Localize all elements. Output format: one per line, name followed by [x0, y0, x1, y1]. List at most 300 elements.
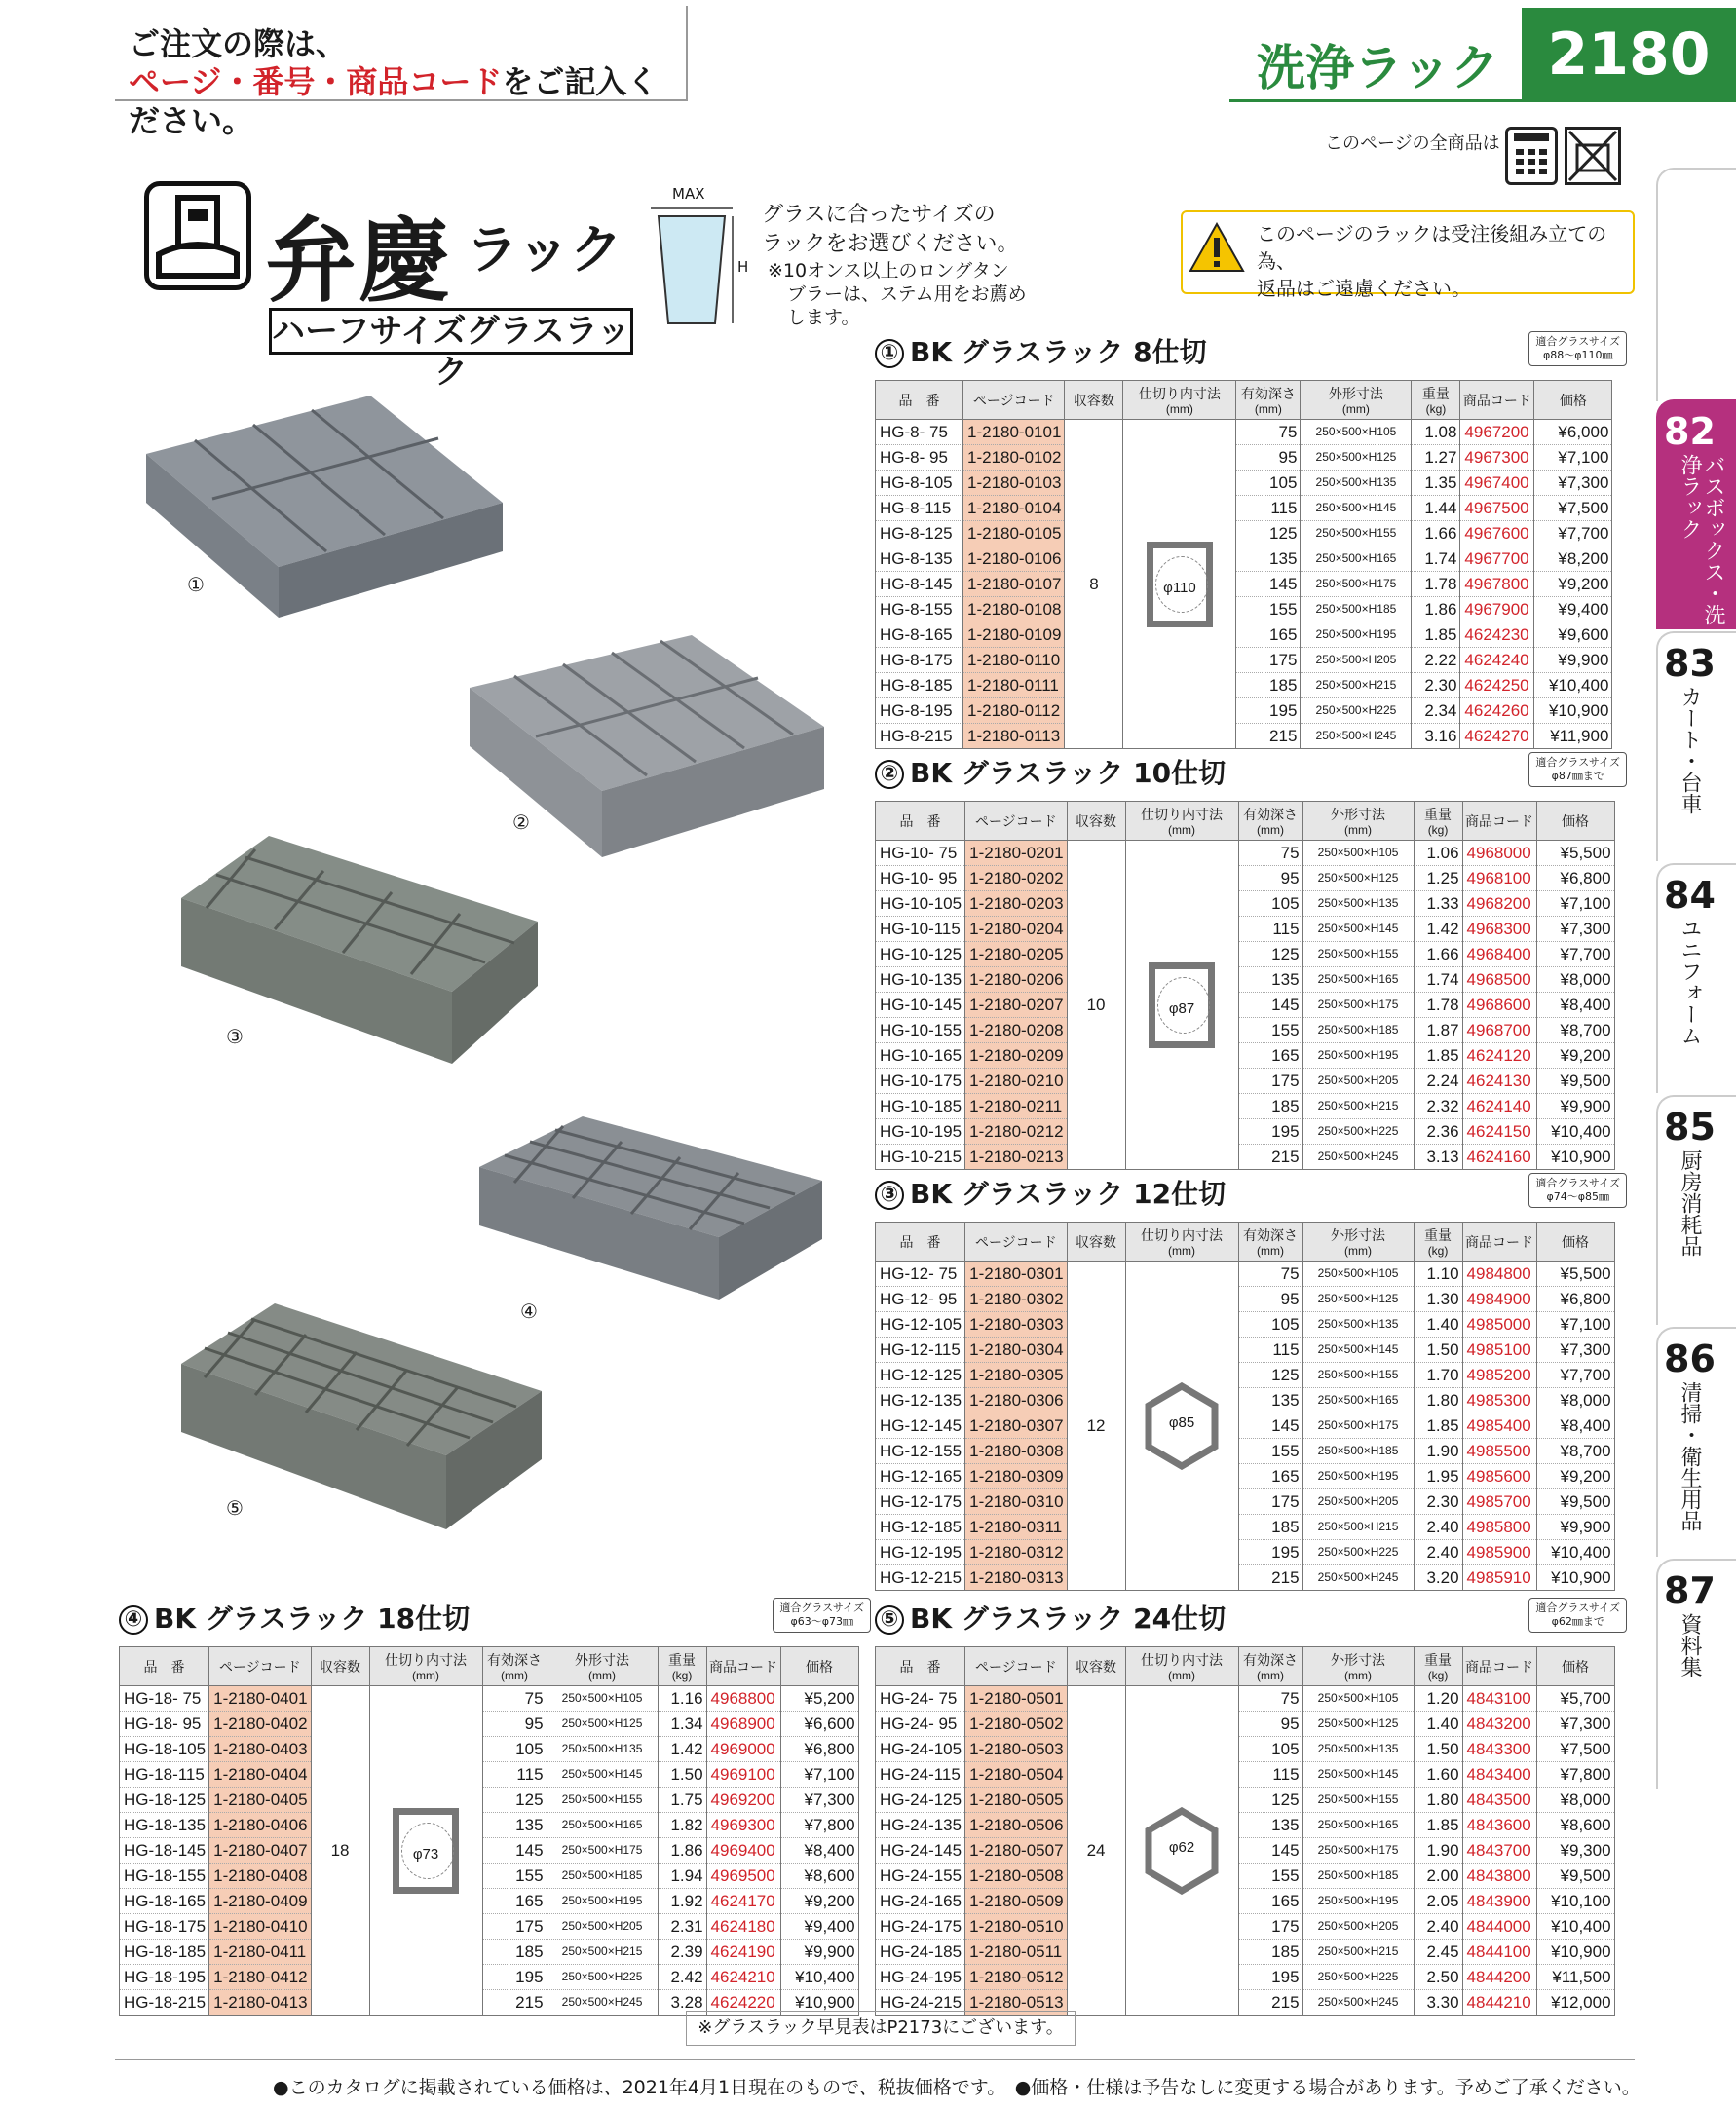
part-number: HG-8-125 [876, 521, 963, 546]
section-2-title-text: BK グラスラック 10仕切 [910, 757, 1227, 789]
table-row [120, 1940, 859, 1965]
weight: 1.06 [1414, 841, 1462, 866]
part-number: HG-18-115 [120, 1762, 209, 1788]
page-code: 1-2180-0111 [963, 673, 1065, 698]
effective-depth: 145 [1238, 1413, 1302, 1439]
header-weight [1412, 381, 1460, 420]
capacity-cell: 8 [1065, 420, 1123, 749]
product-code: 4969500 [706, 1864, 780, 1889]
effective-depth: 215 [482, 1990, 547, 2016]
table-row [876, 1094, 1615, 1119]
header-price [1534, 381, 1612, 420]
section-2-fit-badge [1528, 752, 1627, 787]
weight: 2.31 [658, 1914, 706, 1940]
effective-depth: 195 [1236, 698, 1301, 724]
header-weight [1414, 1647, 1462, 1686]
outer-dimensions: 250×500×H125 [1302, 866, 1414, 891]
page-code: 1-2180-0508 [965, 1864, 1067, 1889]
outer-dimensions: 250×500×H175 [1301, 572, 1412, 597]
product-code: 4969100 [706, 1762, 780, 1788]
effective-depth: 195 [482, 1965, 547, 1990]
table-row [876, 698, 1612, 724]
header-capacity [1067, 1223, 1125, 1262]
effective-depth: 155 [482, 1864, 547, 1889]
page-code: 1-2180-0411 [209, 1940, 311, 1965]
section-4-fit-value: φ63〜φ73㎜ [790, 1615, 853, 1628]
table-row [876, 1737, 1615, 1762]
table-header-row [120, 1647, 859, 1686]
page-code: 1-2180-0404 [209, 1762, 311, 1788]
table-row [876, 622, 1612, 648]
page-code: 1-2180-0301 [965, 1262, 1067, 1287]
header-part [876, 802, 965, 841]
outer-dimensions: 250×500×H175 [547, 1838, 658, 1864]
effective-depth: 195 [1238, 1540, 1302, 1565]
header-outer-unit: (mm) [1341, 401, 1370, 416]
price: ¥8,200 [1534, 546, 1612, 572]
part-number: HG-12-185 [876, 1515, 965, 1540]
product-code: 4844200 [1462, 1965, 1536, 1990]
table-row [120, 1686, 859, 1712]
capacity-cell: 18 [311, 1686, 369, 2016]
partition-diagram-cell [1123, 420, 1236, 749]
page-code: 1-2180-0312 [965, 1540, 1067, 1565]
price: ¥10,100 [1536, 1889, 1614, 1914]
partition-diameter: φ73 [412, 1845, 439, 1863]
header-inner-text: 仕切り内寸法 [1141, 1651, 1224, 1668]
side-tab-83-text: カート・台車 [1678, 686, 1702, 814]
outer-dimensions: 250×500×H205 [1301, 648, 1412, 673]
section-1-title [875, 331, 1631, 370]
product-code: 4624260 [1460, 698, 1534, 724]
product-code: 4624250 [1460, 673, 1534, 698]
part-number: HG-8-155 [876, 597, 963, 622]
section-2 [875, 752, 1631, 1170]
part-number: HG-18-195 [120, 1965, 209, 1990]
outer-dimensions: 250×500×H165 [1302, 1388, 1414, 1413]
effective-depth: 95 [1238, 866, 1302, 891]
weight: 2.50 [1414, 1965, 1462, 1990]
table-row [876, 572, 1612, 597]
glass-max-label: MAX [672, 185, 705, 203]
outer-dimensions: 250×500×H155 [1302, 942, 1414, 967]
table-row [120, 1889, 859, 1914]
product-code: 4968700 [1462, 1018, 1536, 1043]
product-code: 4844000 [1462, 1914, 1536, 1940]
footer-note: ●このカタログに掲載されている価格は、2021年4月1日現在のもので、税抜価格です。 ●価格・仕様は予告なしに変更する場合があります。予めご了承ください。 [273, 2077, 1641, 2098]
part-number: HG-18-145 [120, 1838, 209, 1864]
outer-dimensions: 250×500×H185 [547, 1864, 658, 1889]
product-code: 4968200 [1462, 891, 1536, 917]
header-page-code [209, 1647, 311, 1686]
part-number: HG-18-135 [120, 1813, 209, 1838]
header-inner-text: 仕切り内寸法 [385, 1651, 468, 1668]
table-row [876, 648, 1612, 673]
product-code: 4968800 [706, 1686, 780, 1712]
side-tab-83-num: 83 [1664, 642, 1716, 685]
table-row [876, 1788, 1615, 1813]
table-row [120, 1762, 859, 1788]
partition-diagram-cell [1125, 1262, 1238, 1591]
outer-dimensions: 250×500×H225 [1302, 1540, 1414, 1565]
price: ¥10,400 [1536, 1540, 1614, 1565]
price: ¥9,500 [1536, 1069, 1614, 1094]
page-code: 1-2180-0511 [965, 1940, 1067, 1965]
weight: 2.34 [1412, 698, 1460, 724]
weight: 1.33 [1414, 891, 1462, 917]
effective-depth: 175 [1238, 1069, 1302, 1094]
section-3-fit-badge [1528, 1173, 1627, 1208]
part-number: HG-12- 95 [876, 1287, 965, 1312]
price: ¥9,200 [1536, 1464, 1614, 1489]
warning-box [1181, 210, 1635, 300]
table-row [876, 445, 1612, 471]
price: ¥6,800 [1536, 1287, 1614, 1312]
weight: 1.25 [1414, 866, 1462, 891]
side-tab-84[interactable] [1656, 863, 1736, 1093]
product-code: 4968000 [1462, 841, 1536, 866]
effective-depth: 75 [1238, 1262, 1302, 1287]
effective-depth: 185 [482, 1940, 547, 1965]
weight: 1.50 [1414, 1737, 1462, 1762]
table-row [876, 420, 1612, 445]
header-inner [1125, 1223, 1238, 1262]
table-row [876, 1287, 1615, 1312]
header-depth-unit: (mm) [1257, 1668, 1285, 1682]
product-code: 4985000 [1462, 1312, 1536, 1338]
product-code: 4624230 [1460, 622, 1534, 648]
header-outer [1302, 802, 1414, 841]
table-row [876, 1914, 1615, 1940]
outer-dimensions: 250×500×H165 [547, 1813, 658, 1838]
side-tab-84-num: 84 [1664, 874, 1716, 917]
price: ¥10,900 [1536, 1940, 1614, 1965]
page-code: 1-2180-0311 [965, 1515, 1067, 1540]
partition-diagram [393, 1808, 459, 1894]
effective-depth: 95 [1238, 1712, 1302, 1737]
page-code: 1-2180-0303 [965, 1312, 1067, 1338]
weight: 1.78 [1412, 572, 1460, 597]
header-weight [1414, 802, 1462, 841]
outer-dimensions: 250×500×H195 [547, 1889, 658, 1914]
table-row [876, 521, 1612, 546]
part-number: HG-12-155 [876, 1439, 965, 1464]
weight: 1.30 [1414, 1287, 1462, 1312]
price: ¥7,300 [780, 1788, 858, 1813]
outer-dimensions: 250×500×H215 [1302, 1515, 1414, 1540]
header-capacity-text: 収容数 [1076, 1658, 1117, 1675]
price: ¥5,200 [780, 1686, 858, 1712]
table-row [876, 1838, 1615, 1864]
page-code: 1-2180-0205 [965, 942, 1067, 967]
header-capacity [1067, 802, 1125, 841]
outer-dimensions: 250×500×H245 [1302, 1990, 1414, 2016]
effective-depth: 105 [1236, 471, 1301, 496]
effective-depth: 145 [1236, 572, 1301, 597]
glass-guide-text [762, 201, 1027, 329]
price: ¥9,400 [1534, 597, 1612, 622]
outer-dimensions: 250×500×H135 [1302, 1312, 1414, 1338]
price: ¥9,900 [1536, 1515, 1614, 1540]
table-row [876, 1464, 1615, 1489]
page-code: 1-2180-0101 [963, 420, 1065, 445]
partition-diagram-cell [1125, 1686, 1238, 2016]
header-outer [1302, 1223, 1414, 1262]
header-price-text: 価格 [1559, 392, 1587, 408]
product-code: 4967700 [1460, 546, 1534, 572]
all-products-note: このページの全商品は [1325, 133, 1500, 154]
header-page-code-text: ページコード [974, 812, 1057, 829]
page-code: 1-2180-0210 [965, 1069, 1067, 1094]
header-inner-unit: (mm) [412, 1668, 440, 1682]
header-outer [547, 1647, 658, 1686]
header-capacity-text: 収容数 [1076, 812, 1117, 829]
header-code-text: 商品コード [1465, 812, 1534, 829]
table-row [876, 1940, 1615, 1965]
page-code: 1-2180-0510 [965, 1914, 1067, 1940]
notice-rest-text: をご記入ください。 [129, 63, 659, 139]
weight: 2.40 [1414, 1540, 1462, 1565]
price: ¥8,700 [1536, 1018, 1614, 1043]
product-code: 4985100 [1462, 1338, 1536, 1363]
weight: 1.50 [658, 1762, 706, 1788]
page-code: 1-2180-0113 [963, 724, 1065, 749]
part-number: HG-12-115 [876, 1338, 965, 1363]
weight: 1.34 [658, 1712, 706, 1737]
page-code: 1-2180-0403 [209, 1737, 311, 1762]
product-code: 4624220 [706, 1990, 780, 2016]
weight: 1.20 [1414, 1686, 1462, 1712]
section-4-table-wrap [119, 1646, 875, 2016]
section-1-table-wrap [875, 380, 1631, 749]
header-outer-text: 外形寸法 [575, 1651, 630, 1668]
glass-diagram [651, 205, 738, 351]
weight: 2.42 [658, 1965, 706, 1990]
header-inner-text: 仕切り内寸法 [1141, 806, 1224, 822]
page-code: 1-2180-0505 [965, 1788, 1067, 1813]
product-code: 4967600 [1460, 521, 1534, 546]
effective-depth: 135 [1238, 1813, 1302, 1838]
outer-dimensions: 250×500×H225 [547, 1965, 658, 1990]
price: ¥9,900 [780, 1940, 858, 1965]
header-inner [369, 1647, 482, 1686]
price: ¥6,800 [780, 1737, 858, 1762]
footer-rule [115, 2059, 1635, 2060]
part-number: HG-8-195 [876, 698, 963, 724]
weight: 1.78 [1414, 993, 1462, 1018]
section-2-fit-label: 適合グラスサイズ [1535, 756, 1620, 769]
table-row [876, 1119, 1615, 1145]
header-weight-unit: (kg) [1427, 1668, 1449, 1682]
product-code: 4984800 [1462, 1262, 1536, 1287]
page-code: 1-2180-0102 [963, 445, 1065, 471]
outer-dimensions: 250×500×H175 [1302, 993, 1414, 1018]
side-tab-83[interactable] [1656, 631, 1736, 861]
header-depth-text: 有効深さ [1243, 1651, 1299, 1668]
outer-dimensions: 250×500×H195 [1302, 1043, 1414, 1069]
product-code: 4985910 [1462, 1565, 1536, 1591]
product-code: 4968400 [1462, 942, 1536, 967]
header-weight-unit: (kg) [1427, 1243, 1449, 1258]
header-depth-text: 有効深さ [1240, 385, 1296, 401]
price: ¥8,000 [1536, 1388, 1614, 1413]
product-code: 4967500 [1460, 496, 1534, 521]
product-code: 4985400 [1462, 1413, 1536, 1439]
header-depth [1238, 1647, 1302, 1686]
section-1-title-text: BK グラスラック 8仕切 [910, 336, 1207, 368]
outer-dimensions: 250×500×H155 [1301, 521, 1412, 546]
outer-dimensions: 250×500×H135 [1302, 891, 1414, 917]
price: ¥7,100 [780, 1762, 858, 1788]
product-code: 4624210 [706, 1965, 780, 1990]
page-number: 2180 [1522, 8, 1736, 101]
page-code: 1-2180-0207 [965, 993, 1067, 1018]
part-number: HG-10-105 [876, 891, 965, 917]
price: ¥7,100 [1536, 1312, 1614, 1338]
outer-dimensions: 250×500×H185 [1301, 597, 1412, 622]
weight: 1.90 [1414, 1439, 1462, 1464]
image-label-3: ③ [226, 1025, 244, 1048]
notice-red-text: ページ・番号・商品コード [129, 63, 503, 100]
effective-depth: 115 [1238, 1338, 1302, 1363]
table-row [876, 1489, 1615, 1515]
side-tab-85[interactable] [1656, 1095, 1736, 1325]
page-code: 1-2180-0302 [965, 1287, 1067, 1312]
part-number: HG-10-195 [876, 1119, 965, 1145]
header-outer [1301, 381, 1412, 420]
price: ¥7,300 [1536, 1338, 1614, 1363]
header-capacity [1065, 381, 1123, 420]
header-depth-unit: (mm) [1257, 822, 1285, 837]
product-code: 4968600 [1462, 993, 1536, 1018]
price: ¥9,200 [1534, 572, 1612, 597]
part-number: HG-10-125 [876, 942, 965, 967]
product-code: 4624170 [706, 1889, 780, 1914]
effective-depth: 95 [1236, 445, 1301, 471]
product-code: 4624190 [706, 1940, 780, 1965]
outer-dimensions: 250×500×H185 [1302, 1864, 1414, 1889]
price: ¥9,500 [1536, 1489, 1614, 1515]
header-code [1462, 802, 1536, 841]
header-code-text: 商品コード [1465, 1658, 1534, 1675]
page-code: 1-2180-0212 [965, 1119, 1067, 1145]
effective-depth: 185 [1238, 1515, 1302, 1540]
table-row [876, 1712, 1615, 1737]
page-code: 1-2180-0509 [965, 1889, 1067, 1914]
header-outer-text: 外形寸法 [1328, 385, 1383, 401]
page-code: 1-2180-0307 [965, 1413, 1067, 1439]
part-number: HG-12-135 [876, 1388, 965, 1413]
price: ¥8,400 [780, 1838, 858, 1864]
partition-diameter: φ87 [1168, 999, 1195, 1017]
side-tab-85-num: 85 [1664, 1106, 1716, 1149]
effective-depth: 165 [482, 1889, 547, 1914]
weight: 3.13 [1414, 1145, 1462, 1170]
header-part-text: 品 番 [143, 1658, 185, 1675]
side-tab-86-text: 清掃・衛生用品 [1678, 1381, 1702, 1531]
outer-dimensions: 250×500×H205 [1302, 1914, 1414, 1940]
section-4 [119, 1598, 875, 2016]
weight: 1.40 [1414, 1312, 1462, 1338]
section-5-fit-label: 適合グラスサイズ [1535, 1601, 1620, 1614]
header-outer [1302, 1647, 1414, 1686]
header-page-code-text: ページコード [972, 392, 1055, 408]
header-price-text: 価格 [1562, 1658, 1590, 1675]
page-code: 1-2180-0409 [209, 1889, 311, 1914]
outer-dimensions: 250×500×H215 [547, 1940, 658, 1965]
price: ¥7,300 [1536, 917, 1614, 942]
table-row [876, 1312, 1615, 1338]
header-capacity [311, 1647, 369, 1686]
side-tab-87[interactable] [1656, 1559, 1736, 1789]
section-3-title-text: BK グラスラック 12仕切 [910, 1178, 1227, 1210]
product-code: 4843700 [1462, 1838, 1536, 1864]
part-number: HG-18-185 [120, 1940, 209, 1965]
product-code: 4843900 [1462, 1889, 1536, 1914]
effective-depth: 75 [1236, 420, 1301, 445]
header-weight-text: 重量 [1424, 1651, 1453, 1668]
outer-dimensions: 250×500×H125 [1301, 445, 1412, 471]
header-price-text: 価格 [1562, 812, 1590, 829]
product-code: 4969000 [706, 1737, 780, 1762]
part-number: HG-24-215 [876, 1990, 965, 2016]
no-fax-icon [1565, 127, 1621, 185]
partition-diagram-cell [1125, 841, 1238, 1170]
side-tab-82[interactable] [1656, 399, 1736, 629]
section-3-fit-label: 適合グラスサイズ [1535, 1177, 1620, 1189]
product-code: 4985500 [1462, 1439, 1536, 1464]
section-2-title [875, 752, 1631, 791]
page-code: 1-2180-0504 [965, 1762, 1067, 1788]
side-tab-0[interactable] [1656, 168, 1736, 401]
rack-table [875, 380, 1612, 749]
rack-table [119, 1646, 859, 2016]
weight: 2.24 [1414, 1069, 1462, 1094]
price: ¥7,300 [1536, 1712, 1614, 1737]
price: ¥10,400 [780, 1965, 858, 1990]
order-notice [115, 6, 688, 139]
header-page-code [965, 1223, 1067, 1262]
page-code: 1-2180-0506 [965, 1813, 1067, 1838]
price: ¥6,000 [1534, 420, 1612, 445]
product-code: 4843300 [1462, 1737, 1536, 1762]
header-weight-unit: (kg) [1427, 822, 1449, 837]
product-code: 4843400 [1462, 1762, 1536, 1788]
section-3-table-wrap [875, 1222, 1631, 1591]
part-number: HG-24-105 [876, 1737, 965, 1762]
header-page-code-text: ページコード [218, 1658, 301, 1675]
effective-depth: 115 [1238, 1762, 1302, 1788]
page-code: 1-2180-0406 [209, 1813, 311, 1838]
price: ¥10,900 [1536, 1145, 1614, 1170]
side-tab-86[interactable] [1656, 1327, 1736, 1557]
price: ¥10,900 [1536, 1565, 1614, 1591]
part-number: HG-8-105 [876, 471, 963, 496]
effective-depth: 95 [482, 1712, 547, 1737]
warning-line2: 返品はご遠慮ください。 [1257, 277, 1471, 300]
page-code: 1-2180-0401 [209, 1686, 311, 1712]
outer-dimensions: 250×500×H125 [1302, 1712, 1414, 1737]
weight: 1.66 [1412, 521, 1460, 546]
page-code: 1-2180-0108 [963, 597, 1065, 622]
table-row [876, 866, 1615, 891]
outer-dimensions: 250×500×H165 [1302, 1813, 1414, 1838]
part-number: HG-24-195 [876, 1965, 965, 1990]
outer-dimensions: 250×500×H195 [1302, 1889, 1414, 1914]
outer-dimensions: 250×500×H105 [547, 1686, 658, 1712]
capacity-cell: 24 [1067, 1686, 1125, 2016]
header-part [876, 381, 963, 420]
